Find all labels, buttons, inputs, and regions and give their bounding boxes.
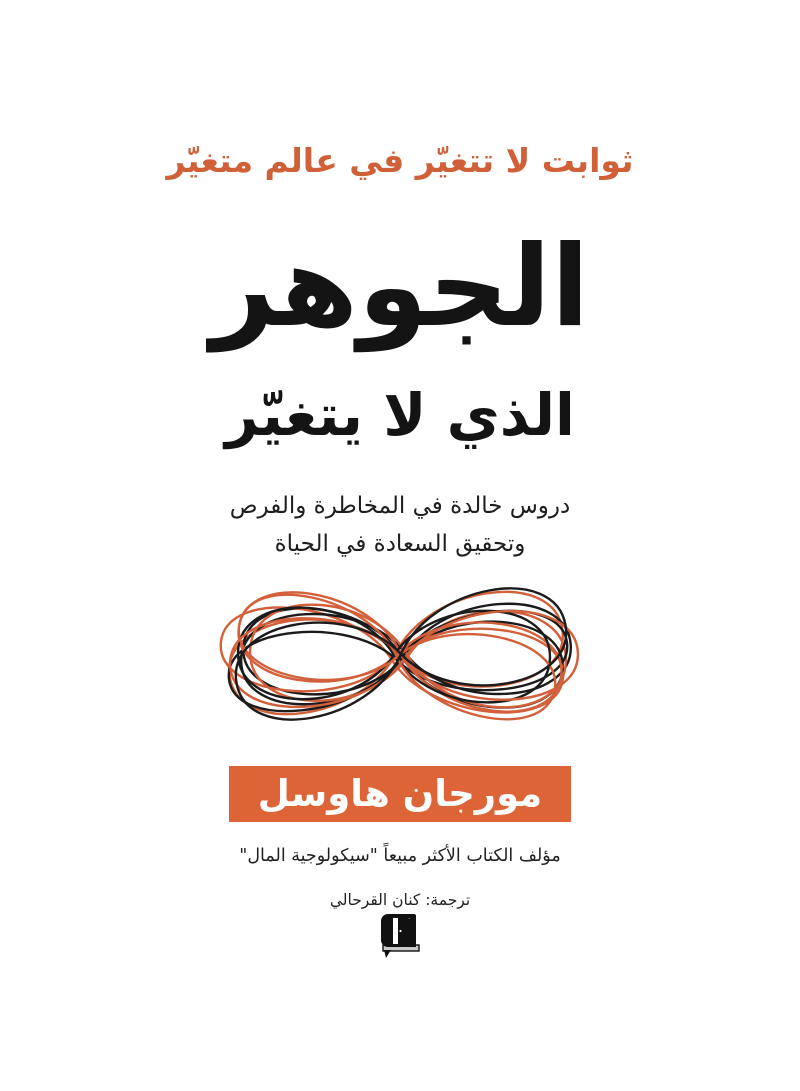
author-banner-row: [0, 766, 800, 822]
infinity-scribble-icon: [200, 572, 600, 740]
subtitle-line-1: دروس خالدة في المخاطرة والفرص: [229, 493, 571, 519]
author-name-banner: مورجان هاوسل: [229, 766, 571, 822]
publisher-book-door-logo: [374, 912, 426, 966]
book-subtitle: [0, 487, 800, 563]
author-credit: مؤلف الكتاب الأكثر مبيعاً "سيكولوجية المال": [239, 846, 561, 866]
translator-credit: ترجمة: كنان القرحالي: [329, 891, 471, 909]
publisher-logo-row: [0, 912, 800, 966]
book-title-line2: الذي لا يتغيّر: [225, 381, 575, 449]
book-title-line1: الجوهر: [210, 222, 590, 352]
subtitle-line-2: وتحقيق السعادة في الحياة: [274, 531, 526, 557]
cover-tagline: ثوابت لا تتغيّر في عالم متغيّر: [166, 141, 634, 180]
